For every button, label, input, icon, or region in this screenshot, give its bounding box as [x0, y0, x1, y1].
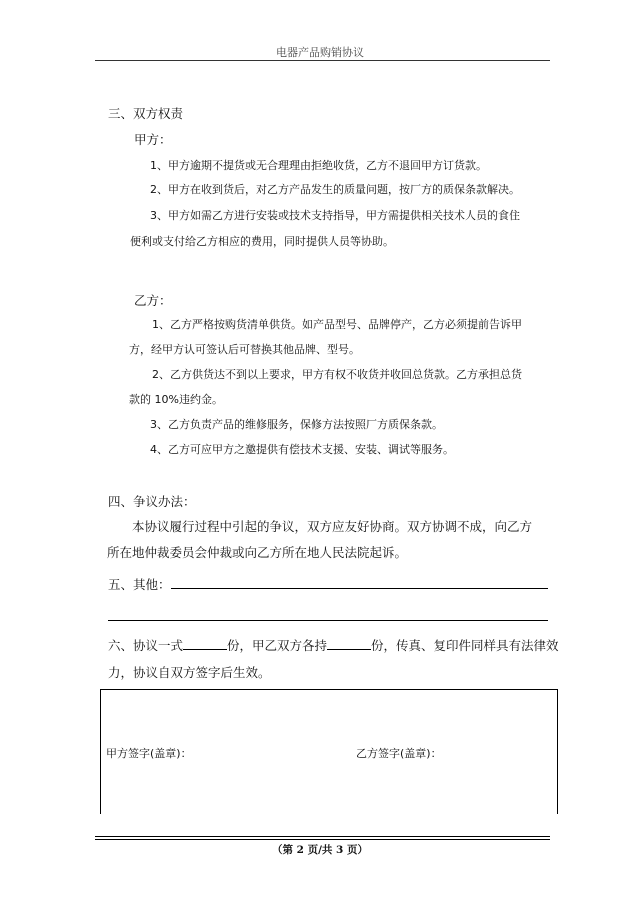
footer-rule-thin [95, 839, 550, 840]
section-6-line-2: 力，协议自双方签字后生效。 [108, 665, 271, 680]
page-number: （第 2 页/共 3 页） [271, 844, 369, 856]
section-4-title: 四、争议办法： [108, 494, 196, 509]
party-a-label: 甲方： [134, 132, 172, 147]
party-a-item-3-cont: 便利或支付给乙方相应的费用，同时提供人员等协助。 [130, 235, 394, 248]
party-a-item-1: 1、甲方逾期不提货或无合理理由拒绝收货，乙方不退回甲方订货款。 [150, 159, 487, 172]
party-b-item-3: 3、乙方负责产品的维修服务，保修方法按照厂方质保条款。 [150, 418, 443, 431]
party-a-item-3: 3、甲方如需乙方进行安装或技术支持指导，甲方需提供相关技术人员的食住 [150, 209, 520, 222]
section-4-line-1: 本协议履行过程中引起的争议，双方应友好协商。双方协调不成，向乙方 [132, 519, 533, 534]
party-a-signature-label: 甲方签字(盖章)： [106, 747, 192, 760]
party-b-item-1: 1、乙方严格按购货清单供货。如产品型号、品牌停产，乙方必须提前告诉甲 [152, 318, 522, 331]
copies-each-blank[interactable] [327, 636, 371, 650]
footer-rule [95, 836, 550, 837]
document-header-title: 电器产品购销协议 [276, 46, 364, 59]
section-6-text-2: 份，甲乙双方各持 [227, 638, 328, 653]
copies-count-blank[interactable] [183, 636, 227, 650]
section-6-text-1: 六、协议一式 [108, 638, 184, 653]
section-5-title: 五、其他： [108, 577, 171, 592]
party-b-item-1-cont: 方，经甲方认可签认后可替换其他品牌、型号。 [129, 343, 360, 356]
section-6-text-3: 份，传真、复印件同样具有法律效 [371, 638, 559, 653]
party-a-item-2: 2、甲方在收到货后，对乙方产品发生的质量问题，按厂方的质保条款解决。 [150, 183, 520, 196]
party-b-item-2-cont: 款的 10%违约金。 [129, 393, 223, 406]
header-rule [95, 60, 550, 61]
other-terms-line-2[interactable] [108, 620, 548, 621]
party-b-label: 乙方： [134, 293, 172, 308]
party-b-item-4: 4、乙方可应甲方之邀提供有偿技术支援、安装、调试等服务。 [150, 443, 454, 456]
other-terms-line-1[interactable] [171, 588, 548, 589]
section-6-line-1 [108, 636, 559, 654]
section-4-line-2: 所在地仲裁委员会仲裁或向乙方所在地人民法院起诉。 [107, 545, 408, 560]
section-3-title: 三、双方权责 [108, 106, 184, 121]
party-b-signature-label: 乙方签字(盖章)： [356, 747, 442, 760]
party-b-item-2: 2、乙方供货达不到以上要求，甲方有权不收货并收回总货款。乙方承担总货 [152, 368, 522, 381]
